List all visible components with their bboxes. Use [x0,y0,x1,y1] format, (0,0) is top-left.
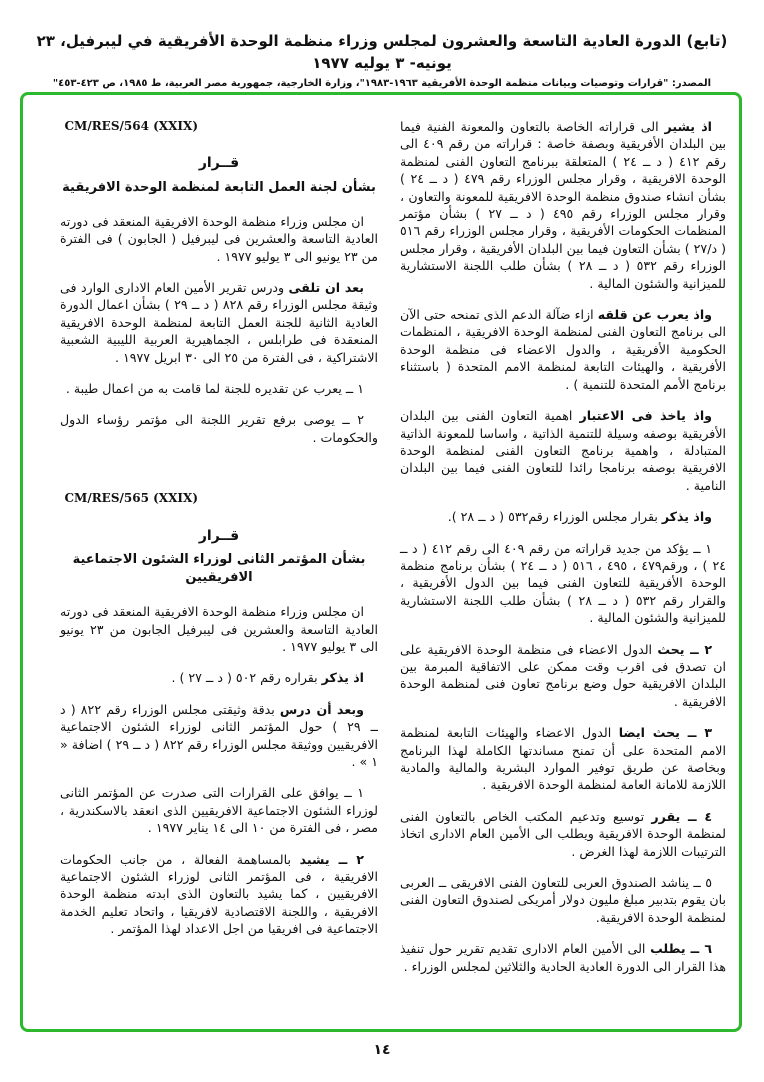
paragraph [60,411,378,446]
paragraph [400,407,726,494]
lead-phrase: ٦ ــ يطلب [650,941,712,957]
lead-phrase: ٢ ــ يشيد [299,851,364,867]
paragraph-text: ١ ــ يعرب عن تقديره للجنة لما قامت به من اعمال طيبة . [65,381,364,397]
paragraph-text: ٥ ــ يناشد الصندوق العربى للتعاون الفنى الافريقى ــ العربى بان يقوم بتدبير مبلغ مليون دولار أمريكى لصندوق التعاون الفنى لمنظمة الوحدة الافريقية. [400,875,726,925]
paragraph-text: الدول الاعضاء فى منظمة الوحدة الافريقية على ان تصدق فى اقرب وقت ممكن على الاتفاقية المبرمة بين البلدان الافريقية حول وضع برنامج تعاون فنى لمنظمة الوحدة الافريقية . [400,641,726,709]
paragraph [60,851,378,938]
paragraph [60,701,378,771]
lead-phrase: ٢ ــ يحث [657,641,713,657]
paragraph [60,603,378,655]
lead-phrase: واذ يعرب عن قلقه [597,307,712,323]
page-header [20,30,744,92]
paragraph-text: بدقة وثيقتى مجلس الوزراء رقم ٨٢٢ ( د ــ ٢٩ ) حول المؤتمر الثانى لوزراء الشئون الاجتماعية الافريقيين ووثيقة مجلس الوزراء رقم ٨٢٢ ( د ــ ٢٩ ) اضافة « ١ » . [60,701,378,769]
paragraph-text: ٢ ــ يوصى برفع تقرير اللجنة الى مؤتمر رؤساء الدول والحكومات . [60,412,378,445]
paragraph-text: بالمساهمة الفعالة ، من جانب الحكومات الافريقية ، فى المؤتمر الثانى لوزراء الشئون الاجتماعية الافريقيين ، كما يشيد بالتعاون الذى ابدته منظمة الوحدة الافريقية ، واللجنة الاقتصادية لافريقيا ، واتحاد تعليم الخدمة الاجتماعية فى افريقيا من اجل الاعداد لهذا المؤتمر . [60,851,378,937]
paragraph [400,724,726,794]
lead-phrase: اذ يشير [664,119,712,134]
right-column [400,118,726,989]
resolution-heading: قــرار [198,527,240,544]
paragraph [60,380,378,397]
header-title: (تابع) الدورة العادية التاسعة والعشرون لمجلس وزراء منظمة الوحدة الأفريقية في ليبرفيل، ٢٣ يونيه- ٣ يوليه ١٩٧٧ [36,32,728,72]
resolution-code: CM/RES/565 (XXIX) [64,491,198,506]
left-column [60,118,378,952]
paragraph-text: ١ ــ يوافق على القرارات التى صدرت عن المؤتمر الثانى لوزراء الشئون الاجتماعية الافريقيين الذى انعقد بالاسكندرية ، مصر ، فى الفترة من ١٠ الى ١٤ يناير ١٩٧٧ . [60,785,378,836]
lead-phrase: ٤ ــ يقرر [651,808,712,824]
paragraph-text: توسيع وتدعيم المكتب الخاص بالتعاون الفنى لمنظمة الوحدة الافريقية ويطلب الى الأمين العام الادارى اتخاذ الترتيبات اللازمة لهذا الغرض . [400,808,726,859]
paragraph-text: الدول الاعضاء والهيئات التابعة لمنظمة الامم المتحدة على أن تمنح مساندتها الكاملة لهذا البرنامج وبخاصة عن طريق توفير الموارد البشرية والمالية والمادية اللازمة للامانة العامة لمنظمة الوحدة الافريقية . [400,725,726,793]
lead-phrase: اذ يذكر [321,670,364,686]
lead-phrase: ٣ ــ يحث ايضا [618,725,712,741]
paragraph-text: الى الأمين العام الادارى تقديم تقرير حول تنفيذ هذا القرار الى الدورة العادية الحادية والثلاثين لمجلس الوزراء . [400,941,726,974]
paragraph-text: الى قراراته الخاصة بالتعاون والمعونة الفنية فيما بين البلدان الأفريقية وبصفة خاصة : قراراته من رقم ٤٠٩ الى رقم ٤١٢ ( د ــ ٢٤ ) المتعلقة ببرنامج التعاون الفنى لمنظمة الوحدة الافريقية ، وقرار مجلس الوزراء رقم ٤٧٩ ( د ــ ٢٤ ) بشأن انشاء صندوق منظمة الوحدة الافريقية للمعونة والتعاون ، وقرار مجلس الوزراء رقم ٤٩٥ ( د ــ ٢٧ ) بشأن مؤتمر المنظمات الحكومات الأفريقية ، وقرار مجلس الوزراء رقم ٥١٦ ( د/٢٧ ) بشأن التعاون فيما بين البلدان الأفريقية ، وقرار مجلس الوزراء رقم ٥٣٢ ( د ــ ٢٨ ) بشأن طلب اللجنة الاستشارية للميزانية والشئون المالية . [400,119,726,291]
resolution-subject: بشأن لجنة العمل التابعة لمنظمة الوحدة الافريقية [62,179,376,195]
header-source: المصدر: "قرارات وتوصيات وبيانات منظمة الوحدة الأفريقية ١٩٦٣-١٩٨٣"، وزارة الخارجية، جمهورية مصر العربية، ط ١٩٨٥، ص ٤٢٣-٤٥٣" [52,78,712,89]
paragraph [60,669,378,686]
paragraph [400,540,726,627]
paragraph [400,641,726,711]
paragraph [400,874,726,926]
paragraph [400,306,726,393]
page-number: ١٤ [373,1042,391,1058]
lead-phrase: بعد ان تلقى [288,280,364,296]
paragraph-text: بقراره رقم ٥٠٢ ( د ــ ٢٧ ) . [171,670,322,686]
paragraph [400,808,726,860]
paragraph-text: ازاء ضآلة الدعم الذى تمنحه حتى الآن الى برنامج التعاون الفنى لمنظمة الوحدة الافريقية ، المنظمات الحكومية الأفريقية ، والدول الاعضاء فى منظمة الوحدة الأفريقية ، والهيئات التابعة لمنظمة الامم المتحدة ( باستثناء برنامج الأمم المتحدة للتنمية ) . [400,307,726,392]
lead-phrase: واذ يذكر [661,509,712,525]
paragraph-text: ودرس تقرير الأمين العام الادارى الوارد فى وثيقة مجلس الوزراء رقم ٨٢٨ ( د ــ ٢٩ ) بشأن اعمال الدورة العادية الثانية للجنة العمل التابعة لمنظمة الوحدة الافريقية المنعقدة فى طرابلس ، الجماهيرية العربية الليبية الشعبية الاشتراكية ، فى الفترة من ٢٥ الى ٣٠ ابريل ١٩٧٧ . [60,280,378,365]
resolution-heading: قــرار [198,155,240,172]
paragraph [400,118,726,292]
paragraph [60,784,378,836]
resolution-subject: بشأن المؤتمر الثانى لوزراء الشئون الاجتماعية الافريقيين [72,552,366,586]
paragraph-text: بقرار مجلس الوزراء رقم٥٣٢ ( د ــ ٢٨ ). [447,509,662,525]
paragraph-text: ان مجلس وزراء منظمة الوحدة الافريقية المنعقد فى دورته العادية التاسعة والعشرين فى ليبرفيل ( الجابون ) فى الفترة من ٢٣ يونيو الى ٣ يوليو ١٩٧٧ . [60,213,378,264]
paragraph-text: اهمية التعاون الفنى بين البلدان الأفريقية بوصفه وسيلة للتنمية الذاتية ، واساسا للمعونة الذاتية المتبادلة ، واهمية برنامج التعاون الفنى لمنظمة الوحدة الافريقية بوصفه برنامجا رائدا للتعاون الفنى فيما بين البلدان النامية . [400,408,726,493]
lead-phrase: واذ ياخذ فى الاعتبار [579,408,712,424]
paragraph [60,213,378,265]
paragraph [400,940,726,975]
spacer [60,460,378,490]
paragraph [400,508,726,525]
resolution-code: CM/RES/564 (XXIX) [64,119,198,133]
lead-phrase: وبعد أن درس [279,701,364,717]
paragraph-text: ١ ــ يؤكد من جديد قراراته من رقم ٤٠٩ الى رقم ٤١٢ ( د ــ ٢٤ ) ، ورقم٤٧٩ ، ٤٩٥ ، ٥١٦ ( د ــ ٢٤ ) بشأن برنامج منظمة الوحدة الأفريقية للتعاون الفنى فيما بين الدول الأفريقية ، والقرار رقم ٥٣٢ ( د ــ ٢٨ ) بشأن طلب اللجنة الاستشارية للميزانية والشئون المالية . [400,540,727,626]
paragraph-text: ان مجلس وزراء منظمة الوحدة الافريقية المنعقد فى دورته العادية التاسعة والعشرين فى ليبرفيل الجابون من ٢٣ يونيو الى ٣ يوليو ١٩٧٧ . [60,604,378,654]
paragraph [60,279,378,366]
